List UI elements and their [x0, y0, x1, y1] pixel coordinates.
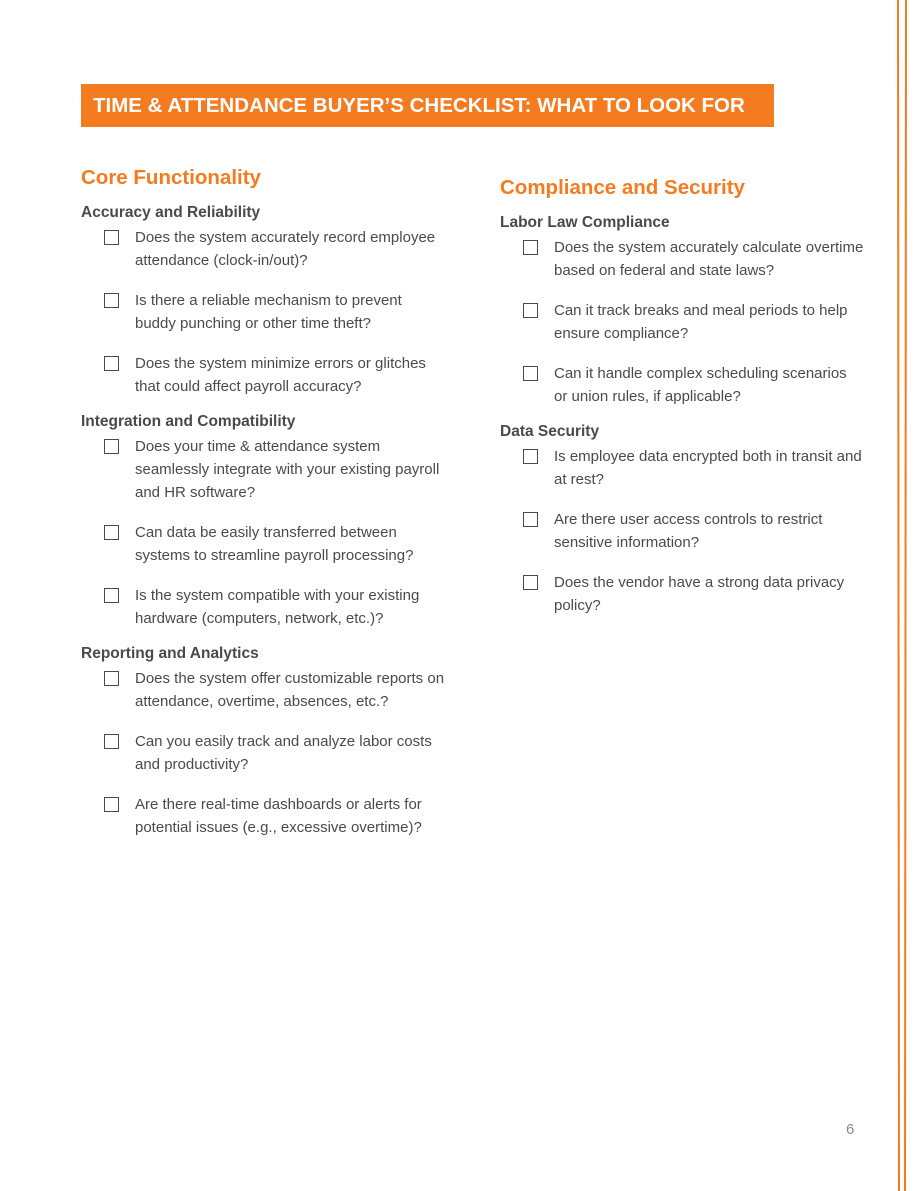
checkbox[interactable] — [104, 356, 119, 371]
checkbox[interactable] — [523, 366, 538, 381]
checklist-item — [500, 236, 864, 282]
section-title-compliance-security: Compliance and Security — [500, 176, 745, 199]
checkbox[interactable] — [104, 671, 119, 686]
item-text: Are there real-time dashboards or alerts for potential issues (e.g., excessive overtime)? — [135, 796, 422, 836]
checklist-item — [500, 445, 864, 491]
checklist-item — [500, 299, 864, 345]
item-text: Does the system accurately calculate overtime based on federal and state laws? — [554, 239, 864, 279]
checklist-item — [81, 521, 445, 567]
checkbox[interactable] — [523, 575, 538, 590]
checkbox[interactable] — [104, 293, 119, 308]
group-data-security — [500, 422, 880, 617]
checkbox[interactable] — [523, 303, 538, 318]
checklist-item — [81, 226, 445, 272]
item-text: Does the system offer customizable reports on attendance, overtime, absences, etc.? — [135, 670, 445, 710]
checkbox[interactable] — [104, 525, 119, 540]
item-text: Can it track breaks and meal periods to help ensure compliance? — [554, 302, 848, 342]
core-functionality-column — [81, 165, 461, 853]
group-integration-compatibility — [81, 412, 461, 630]
group-accuracy-reliability — [81, 203, 461, 398]
item-text: Are there user access controls to restrict sensitive information? — [554, 511, 823, 551]
decorative-orange-lines — [880, 0, 920, 1191]
checklist-item — [500, 508, 864, 554]
group-title: Labor Law Compliance — [500, 214, 670, 231]
checklist-item — [81, 667, 445, 713]
item-text: Is the system compatible with your existing hardware (computers, network, etc.)? — [135, 587, 420, 627]
item-text: Is there a reliable mechanism to prevent buddy punching or other time theft? — [135, 292, 402, 332]
checklist-item — [81, 352, 445, 398]
group-title: Reporting and Analytics — [81, 645, 259, 662]
group-labor-law-compliance — [500, 213, 880, 408]
item-text: Does the system minimize errors or glitches that could affect payroll accuracy? — [135, 355, 426, 395]
checklist-item — [81, 584, 445, 630]
page-number: 6 — [846, 1121, 855, 1138]
group-title: Data Security — [500, 423, 600, 440]
checklist-item — [500, 362, 864, 408]
checklist-item — [500, 571, 864, 617]
compliance-security-column — [500, 175, 880, 631]
checklist-item — [81, 793, 445, 839]
checklist-item — [81, 289, 445, 335]
checkbox[interactable] — [104, 588, 119, 603]
checkbox[interactable] — [104, 230, 119, 245]
item-text: Does your time & attendance system seamlessly integrate with your existing payroll and HR software? — [135, 438, 440, 501]
checklist-banner: TIME & ATTENDANCE BUYER’S CHECKLIST: WHAT TO LOOK FOR — [81, 84, 774, 127]
item-text: Can it handle complex scheduling scenarios or union rules, if applicable? — [554, 365, 847, 405]
item-text: Does the vendor have a strong data privacy policy? — [554, 574, 845, 614]
group-title: Accuracy and Reliability — [81, 204, 261, 221]
item-text: Can data be easily transferred between systems to streamline payroll processing? — [135, 524, 414, 564]
checkbox[interactable] — [104, 734, 119, 749]
item-text: Does the system accurately record employee attendance (clock-in/out)? — [135, 229, 436, 269]
group-title: Integration and Compatibility — [81, 413, 296, 430]
item-text: Is employee data encrypted both in transit and at rest? — [554, 448, 862, 488]
checklist-item — [81, 730, 445, 776]
checkbox[interactable] — [104, 439, 119, 454]
checkbox[interactable] — [104, 797, 119, 812]
checkbox[interactable] — [523, 240, 538, 255]
item-text: Can you easily track and analyze labor costs and productivity? — [135, 733, 432, 773]
section-title-core-functionality: Core Functionality — [81, 166, 261, 189]
checkbox[interactable] — [523, 512, 538, 527]
group-reporting-analytics — [81, 644, 461, 839]
checkbox[interactable] — [523, 449, 538, 464]
checklist-item — [81, 435, 445, 504]
